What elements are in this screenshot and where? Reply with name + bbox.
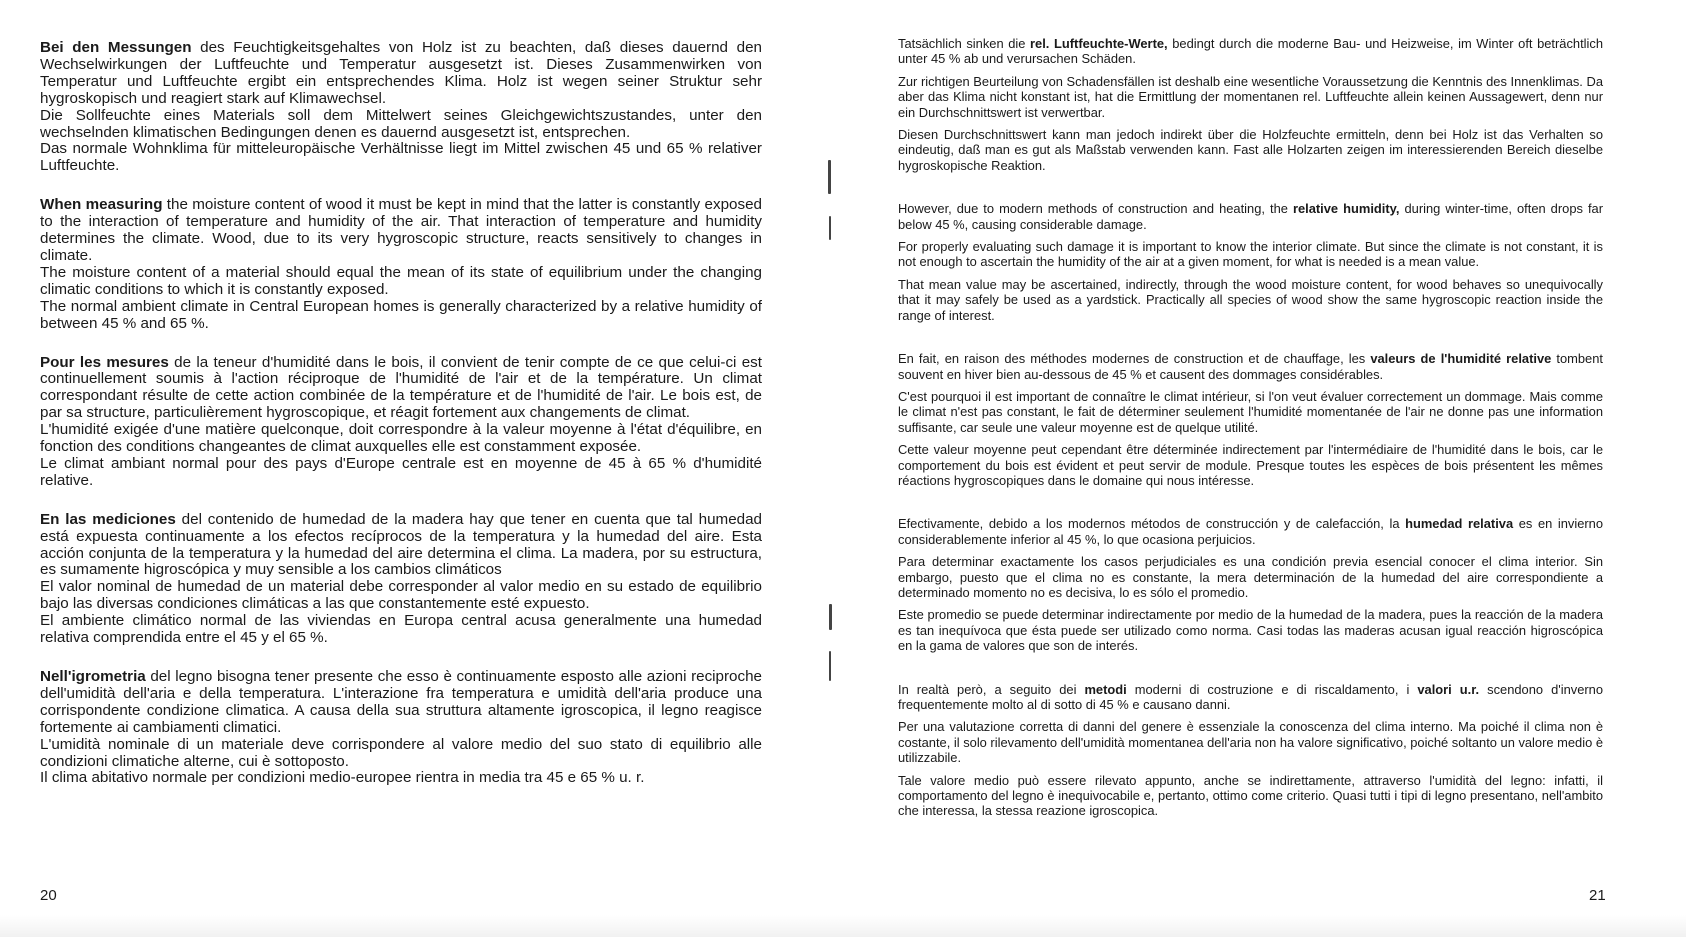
body-text: bedingt durch die moderne Bau- und Heizweise, im Winter oft beträchtlich unter 45 % ab und verursachen Schäden. (898, 36, 1604, 67)
paragraph (898, 201, 1603, 232)
bold-lead-text: humedad relativa (1405, 516, 1514, 532)
body-text: That mean value may be ascertained, indirectly, through the wood moisture content, for wood behaves so unequivocally that it may safely be used as a yardstick. Practically all species of wood show the same hygroscopic reaction inside the range of interest. (898, 276, 1603, 323)
paragraph (898, 239, 1603, 270)
body-text: tombent souvent en hiver bien au-dessous de 45 % et causent des dommages considérables. (898, 351, 1603, 382)
body-text: Das normale Wohnklima für mitteleuropäische Verhältnisse liegt im Mittel zwischen 45 und 65 % relativer Luftfeuchte. (40, 140, 762, 175)
body-text: es en invierno considerablemente inferior al 45 %, lo que ocasiona perjuicios. (898, 516, 1604, 547)
page-number-left: 20 (40, 887, 57, 904)
paragraph (898, 554, 1603, 600)
paragraph (40, 40, 762, 108)
paragraph (40, 512, 762, 580)
paragraph (898, 74, 1603, 120)
body-text: El ambiente climático normal de las viviendas en Europa central acusa generalmente una humedad relativa comprendida entre el 45 y el 65 %. (40, 612, 762, 647)
body-text: Diesen Durchschnittswert kann man jedoch indirekt über die Holzfeuchte ermitteln, denn bei Holz ist das Verhalten so eindeutig, daß man es gut als Maßstab verwenden kann. Fast alle Holzarten zeigen im interessierenden Bereich dieselbe hygroskopische Reaktion. (898, 127, 1603, 173)
body-text: In realtà però, a seguito dei (898, 681, 1085, 697)
left-text-column (40, 40, 762, 809)
body-text: des Feuchtigkeitsgehaltes von Holz ist zu beachten, daß dieses dauernd den Wechselwirkungen der Luftfeuchte und Temperatur ausgesetzt ist. Dieses Zusammenwirken von Temperatur und Luftfeuchte ergibt ein entsprechendes Klima. Holz ist wegen seiner Struktur sehr hygroskopisch und reagiert stark auf Klimawechsel. (40, 39, 762, 107)
body-text: Cette valeur moyenne peut cependant être déterminée indirectement par l'intermédiaire de l'humidité dans le bois, car le comportement du bois est évident et peut servir de module. Presque toutes les espèces de bois présentent les mêmes réactions hygroscopiques dans le domaine qui nous intéresse. (898, 442, 1603, 488)
body-text: Tale valore medio può essere rilevato appunto, anche se indirettamente, attraverso l'umidità del legno: infatti, il comportamento del legno è inequivocabile e, pertanto, ottimo come criterio. Quasi tutti i tipi di legno presentano, nell'ambito che interessa, la stessa reazione igroscopica. (898, 772, 1603, 819)
bold-lead-text: En las mediciones (40, 510, 176, 528)
left-page (0, 0, 820, 937)
paragraph (40, 108, 762, 142)
bold-lead-text: Pour les mesures (40, 353, 169, 371)
body-text: del legno bisogna tener presente che esso è continuamente esposto alle azioni reciproche dell'umidità dell'aria e della temperatura. L'interazione fra temperatura e umidità dell'aria produce una corrispondente condizione climatica. A causa della sua struttura altamente igroscopica, il legno reagisce fortemente ai cambiamenti climatici. (40, 668, 762, 736)
body-text: moderni di costruzione e di riscaldamento, i (1126, 681, 1418, 697)
bold-lead-text: valori u.r. (1417, 681, 1480, 697)
body-text: However, due to modern methods of construction and heating, the (898, 201, 1293, 217)
bold-lead-text: Nell'igrometria (40, 668, 146, 685)
body-text: C'est pourquoi il est important de connaître le climat intérieur, si l'on veut évaluer correctement un dommage. Mais comme le climat n'est pas constant, le fait de déterminer seulement l'humidité momentanée de l'air ne donne pas une information suffisante, car seule une valeur moyenne est de quelque utilité. (898, 388, 1603, 435)
bold-lead-text: valeurs de l'humidité relative (1370, 351, 1552, 367)
paragraph (40, 355, 762, 423)
paragraph (40, 579, 762, 613)
text-block-en (898, 201, 1603, 323)
paragraph (898, 351, 1603, 382)
page-number-right: 21 (1589, 887, 1606, 904)
body-text: El valor nominal de humedad de un material debe corresponder al valor medio en su estado de equilibrio bajo las diversas condiciones climáticas a las que constantemente esté expuesto. (40, 578, 762, 613)
paragraph (898, 516, 1603, 547)
body-text: Le climat ambiant normal pour des pays d'Europe centrale est en moyenne de 45 à 65 % d'humidité relative. (40, 454, 762, 489)
paragraph (898, 36, 1603, 67)
gutter-mark (829, 216, 831, 240)
right-text-column (898, 36, 1603, 835)
scan-bottom-edge (0, 915, 1686, 937)
gutter-mark (829, 651, 831, 681)
body-text: Il clima abitativo normale per condizioni medio-europee rientra in media tra 45 e 65 % u. r. (40, 769, 645, 787)
text-block-en (40, 197, 762, 332)
body-text: L'humidité exigée d'une matière quelconque, doit correspondre à la valeur moyenne à l'état d'équilibre, en fonction des conditions changeantes de climat auxquelles elle est constamment exposée. (40, 421, 762, 456)
text-block-fr (898, 351, 1603, 488)
paragraph (898, 773, 1603, 819)
body-text: Tatsächlich sinken die (898, 36, 1031, 51)
paragraph (898, 277, 1603, 323)
gutter-mark (829, 604, 832, 630)
right-page (843, 0, 1686, 937)
text-block-de (898, 36, 1603, 173)
body-text: during winter-time, often drops far below 45 %, causing considerable damage. (898, 201, 1603, 232)
paragraph (40, 422, 762, 456)
bold-lead-text: When measuring (40, 196, 163, 214)
text-block-de (40, 40, 762, 175)
body-text: En fait, en raison des méthodes modernes de construction et de chauffage, les (898, 351, 1371, 367)
body-text: The normal ambient climate in Central European homes is generally characterized by a relative humidity of between 45 % and 65 %. (40, 297, 762, 332)
body-text: scendono d'inverno frequentemente molto al di sotto di 45 % e causano danni. (898, 681, 1603, 712)
bold-lead-text: relative humidity, (1292, 201, 1400, 217)
body-text: de la teneur d'humidité dans le bois, il convient de tenir compte de ce que celui-ci est continuellement soumis à l'action réciproque de l'humidité de l'air et de la température. Un climat correspondant résulte de cette action combinée de la température et de l'humidité de l'air. Le bois est, de par sa structure, particulièrement hygroscopique, et réagit fortement aux changements de climat. (40, 353, 762, 422)
paragraph (898, 442, 1603, 488)
text-block-es (898, 516, 1603, 653)
text-block-it (898, 682, 1603, 819)
text-block-fr (40, 355, 762, 490)
body-text: For properly evaluating such damage it is important to know the interior climate. But since the climate is not constant, it is not enough to ascertain the humidity of the air at a given moment, for what is needed is a mean value. (898, 239, 1603, 270)
body-text: Efectivamente, debido a los modernos métodos de construcción y de calefacción, la (898, 516, 1406, 532)
bold-lead-text: Bei den Messungen (40, 39, 192, 56)
body-text: Zur richtigen Beurteilung von Schadensfällen ist deshalb eine wesentliche Voraussetzung die Kenntnis des Innenklimas. Da aber das Klima nicht konstant ist, hat die Ermittlung der momentanen rel. Luftfeuchte allein keinen Aussagewert, denn nur ein Durchschnittswert ist verwertbar. (898, 73, 1603, 120)
text-block-it (40, 669, 762, 787)
paragraph (40, 299, 762, 333)
bold-lead-text: metodi (1084, 681, 1127, 697)
body-text: Per una valutazione corretta di danni del genere è essenziale la conoscenza del clima interno. Ma poiché il clima non è costante, il solo rilevamento dell'umidità momentanea dell'aria non ha valore significativo, poiché soltanto un valore medio è utilizzabile. (898, 719, 1603, 766)
body-text: the moisture content of wood it must be kept in mind that the latter is constantly exposed to the interaction of temperature and humidity of the air. That interaction of temperature and humidity determines the climate. Wood, due to its very hygroscopic structure, reacts sensitively to changes in climate. (40, 196, 762, 264)
body-text: Este promedio se puede determinar indirectamente por medio de la humedad de la madera, pues la reacción de la madera es tan inequívoca que ésta puede ser utilizado como norma. Casi todas las maderas acusan igual reacción higroscópica en la gama de valores que son de interés. (898, 607, 1603, 654)
paragraph (40, 141, 762, 175)
paragraph (40, 669, 762, 737)
text-block-es (40, 512, 762, 647)
paragraph (40, 613, 762, 647)
gutter-mark (828, 160, 831, 194)
body-text: L'umidità nominale di un materiale deve corrispondere al valore medio del suo stato di equilibrio alle condizioni climatiche alterne, cui è sottoposto. (40, 735, 762, 770)
body-text: del contenido de humedad de la madera hay que tener en cuenta que tal humedad está expuesta continuamente a los efectos recíprocos de la temperatura y la humedad del aire. Esta acción conjunta de la temperatura y la humedad del aire determina el clima. La madera, por su estructura, es sumamente higroscópica y muy sensible a los cambios climáticos (40, 510, 762, 579)
paragraph (898, 719, 1603, 765)
bold-lead-text: rel. Luftfeuchte-Werte, (1030, 36, 1168, 51)
paragraph (40, 197, 762, 265)
body-text: The moisture content of a material should equal the mean of its state of equilibrium under the changing climatic conditions to which it is constantly exposed. (40, 263, 762, 298)
body-text: Die Sollfeuchte eines Materials soll dem Mittelwert seines Gleichgewichtszustandes, unter den wechselnden klimatischen Bedingungen denen es dauernd ausgesetzt ist, entsprechen. (40, 106, 762, 141)
paragraph (898, 607, 1603, 653)
paragraph (898, 127, 1603, 173)
paragraph (40, 770, 762, 787)
body-text: Para determinar exactamente los casos perjudiciales es una condición previa esencial conocer el clima interior. Sin embargo, puesto que el clima no es constante, la mera determinación de la humedad del aire correspondiente a determinado momento no es decisiva, lo es sólo el promedio. (898, 554, 1603, 600)
paragraph (40, 456, 762, 490)
paragraph (898, 682, 1603, 713)
paragraph (898, 389, 1603, 435)
paragraph (40, 737, 762, 771)
paragraph (40, 265, 762, 299)
